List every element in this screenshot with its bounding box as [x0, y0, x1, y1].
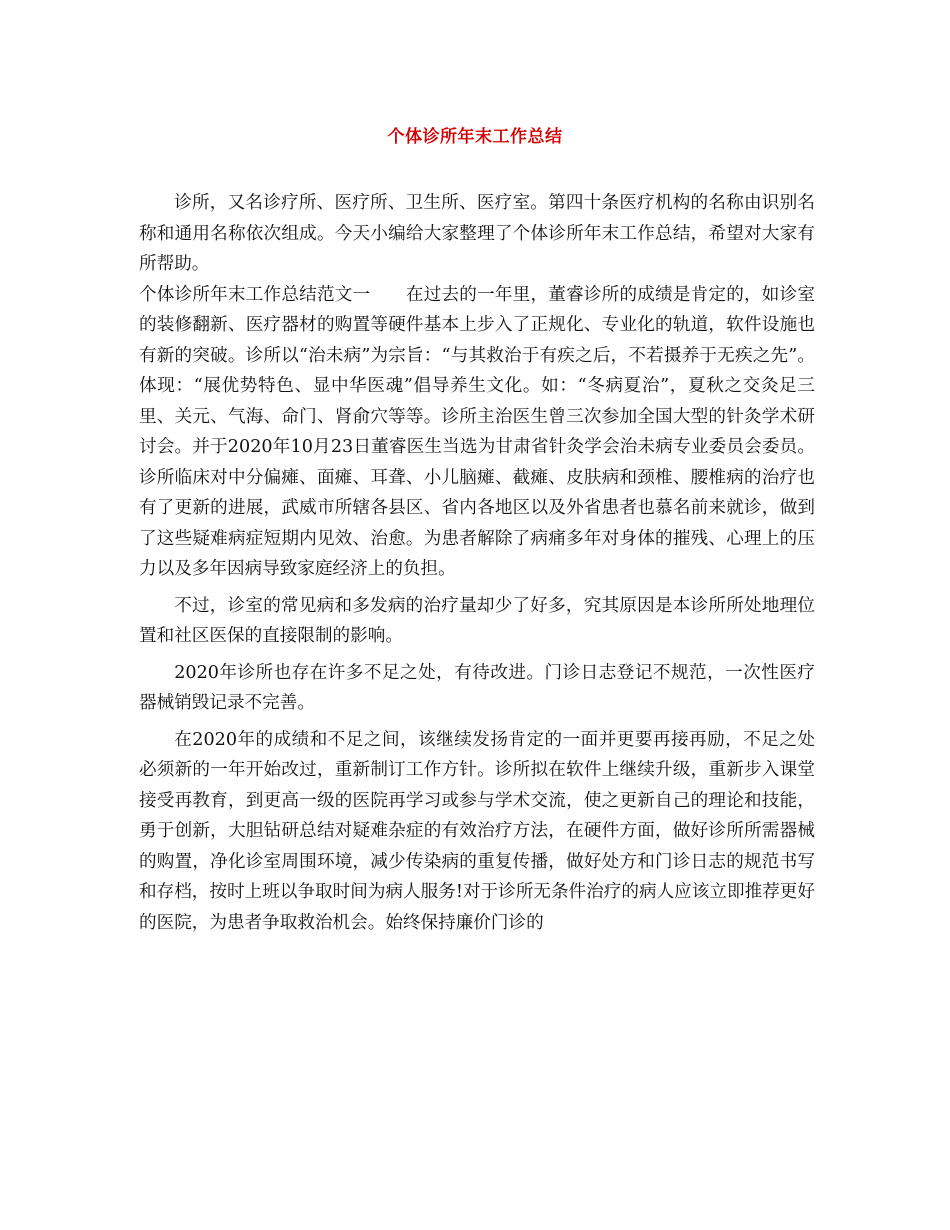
shortcomings-paragraph: 2020年诊所也存在许多不足之处，有待改进。门诊日志登记不规范，一次性医疗器械销毁记录不完善。	[139, 662, 815, 713]
document-title: 个体诊所年末工作总结	[387, 127, 563, 147]
common-disease-paragraph: 不过，诊室的常见病和多发病的治疗量却少了好多，究其原因是本诊所所处地理位置和社区医保的直接限制的影响。	[139, 595, 815, 646]
document-body	[139, 188, 815, 938]
sample-one-paragraph: 个体诊所年末工作总结范文一 在过去的一年里，董睿诊所的成绩是肯定的，如诊室的装修翻新、医疗器材的购置等硬件基本上步入了正规化、专业化的轨道，软件设施也有新的突破。诊所以“治未病”为宗旨：“与其救治于有疾之后，不若摄养于无疾之先”。体现：“展优势特色、显中华医魂”倡导养生文化。如：“冬病夏治”，夏秋之交灸足三里、关元、气海、命门、肾俞穴等等。诊所主治医生曾三次参加全国大型的针灸学术研讨会。并于2020年10月23日董睿医生当选为甘肃省针灸学会治未病专业委员会委员。诊所临床对中分偏瘫、面瘫、耳聋、小儿脑瘫、截瘫、皮肤病和颈椎、腰椎病的治疗也有了更新的进展，武威市所辖各县区、省内各地区以及外省患者也慕名前来就诊，做到了这些疑难病症短期内见效、治愈。为患者解除了病痛多年对身体的摧残、心理上的压力以及多年因病导致家庭经济上的负担。	[139, 284, 815, 579]
plan-paragraph: 在2020年的成绩和不足之间，该继续发扬肯定的一面并更要再接再励，不足之处必须新的一年开始改过，重新制订工作方针。诊所拟在软件上继续升级，重新步入课堂接受再教育，到更高一级的医院再学习或参与学术交流，使之更新自己的理论和技能，勇于创新，大胆钻研总结对疑难杂症的有效治疗方法，在硬件方面，做好诊所所需器械的购置，净化诊室周围环境，减少传染病的重复传播，做好处方和门诊日志的规范书写和存档，按时上班以争取时间为病人服务!对于诊所无条件治疗的病人应该立即推荐更好的医院，为患者争取救治机会。始终保持廉价门诊的	[139, 729, 815, 933]
intro-paragraph: 诊所，又名诊疗所、医疗所、卫生所、医疗室。第四十条医疗机构的名称由识别名称和通用名称依次组成。今天小编给大家整理了个体诊所年末工作总结，希望对大家有所帮助。	[139, 193, 815, 274]
